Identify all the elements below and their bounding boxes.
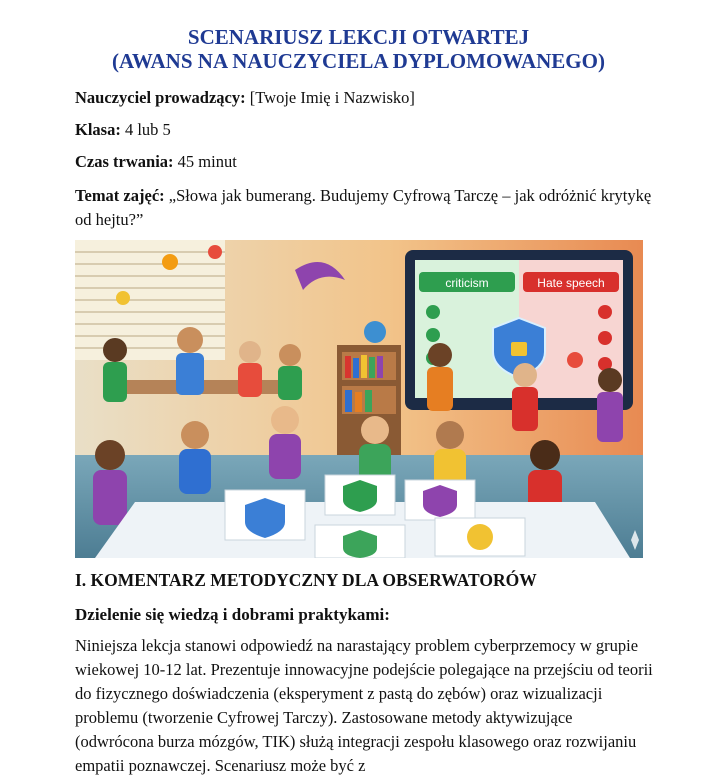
document-title-line2: (AWANS NA NAUCZYCIELA DYPLOMOWANEGO) bbox=[112, 49, 605, 73]
teacher-value: [Twoje Imię i Nazwisko] bbox=[249, 88, 415, 107]
cross-icons bbox=[598, 305, 612, 371]
section-subheading: Dzielenie się wiedzą i dobrami praktykami: bbox=[75, 605, 390, 624]
duration-value: 45 minut bbox=[177, 152, 237, 171]
class-line bbox=[75, 118, 171, 142]
lock-icon bbox=[511, 342, 527, 356]
document-title-line1: SCENARIUSZ LEKCJI OTWARTEJ bbox=[187, 25, 530, 49]
classroom-illustration bbox=[75, 240, 643, 558]
section-paragraph: Niniejsza lekcja stanowi odpowiedź na narastający problem cyberprzemocy w grupie wiekowej 10-12 lat. Prezentuje innowacyjne podejście polegające na przejściu od teorii do fizycznego doświadczenia (eksperyment z pastą do zębów) oraz wizualizacji problemu (tworzenie Cyfrowej Tarczy). Zastosowane metody aktywizujące (odwrócona burza mózgów, TIK) służą integracji zespołu klasowego oraz rozwijaniu empatii poznawczej. Scenariusz może być z bbox=[75, 636, 653, 775]
class-value: 4 lub 5 bbox=[124, 120, 171, 139]
section-heading: I. KOMENTARZ METODYCZNY DLA OBSERWATORÓW bbox=[75, 570, 537, 590]
teacher-line bbox=[75, 86, 415, 110]
teacher-label: Nauczyciel prowadzący: bbox=[75, 88, 246, 107]
duration-line bbox=[75, 150, 237, 174]
topic-line bbox=[75, 184, 655, 232]
board-criticism-label: criticism bbox=[445, 276, 489, 290]
duration-label: Czas trwania: bbox=[75, 152, 174, 171]
board-hate-speech-label: Hate speech bbox=[537, 276, 605, 290]
class-label: Klasa: bbox=[75, 120, 121, 139]
globe-icon bbox=[364, 321, 386, 343]
topic-label: Temat zajęć: bbox=[75, 186, 165, 205]
topic-value: „Słowa jak bumerang. Budujemy Cyfrową Tarczę – jak odróżnić krytykę od hejtu?” bbox=[75, 186, 652, 229]
